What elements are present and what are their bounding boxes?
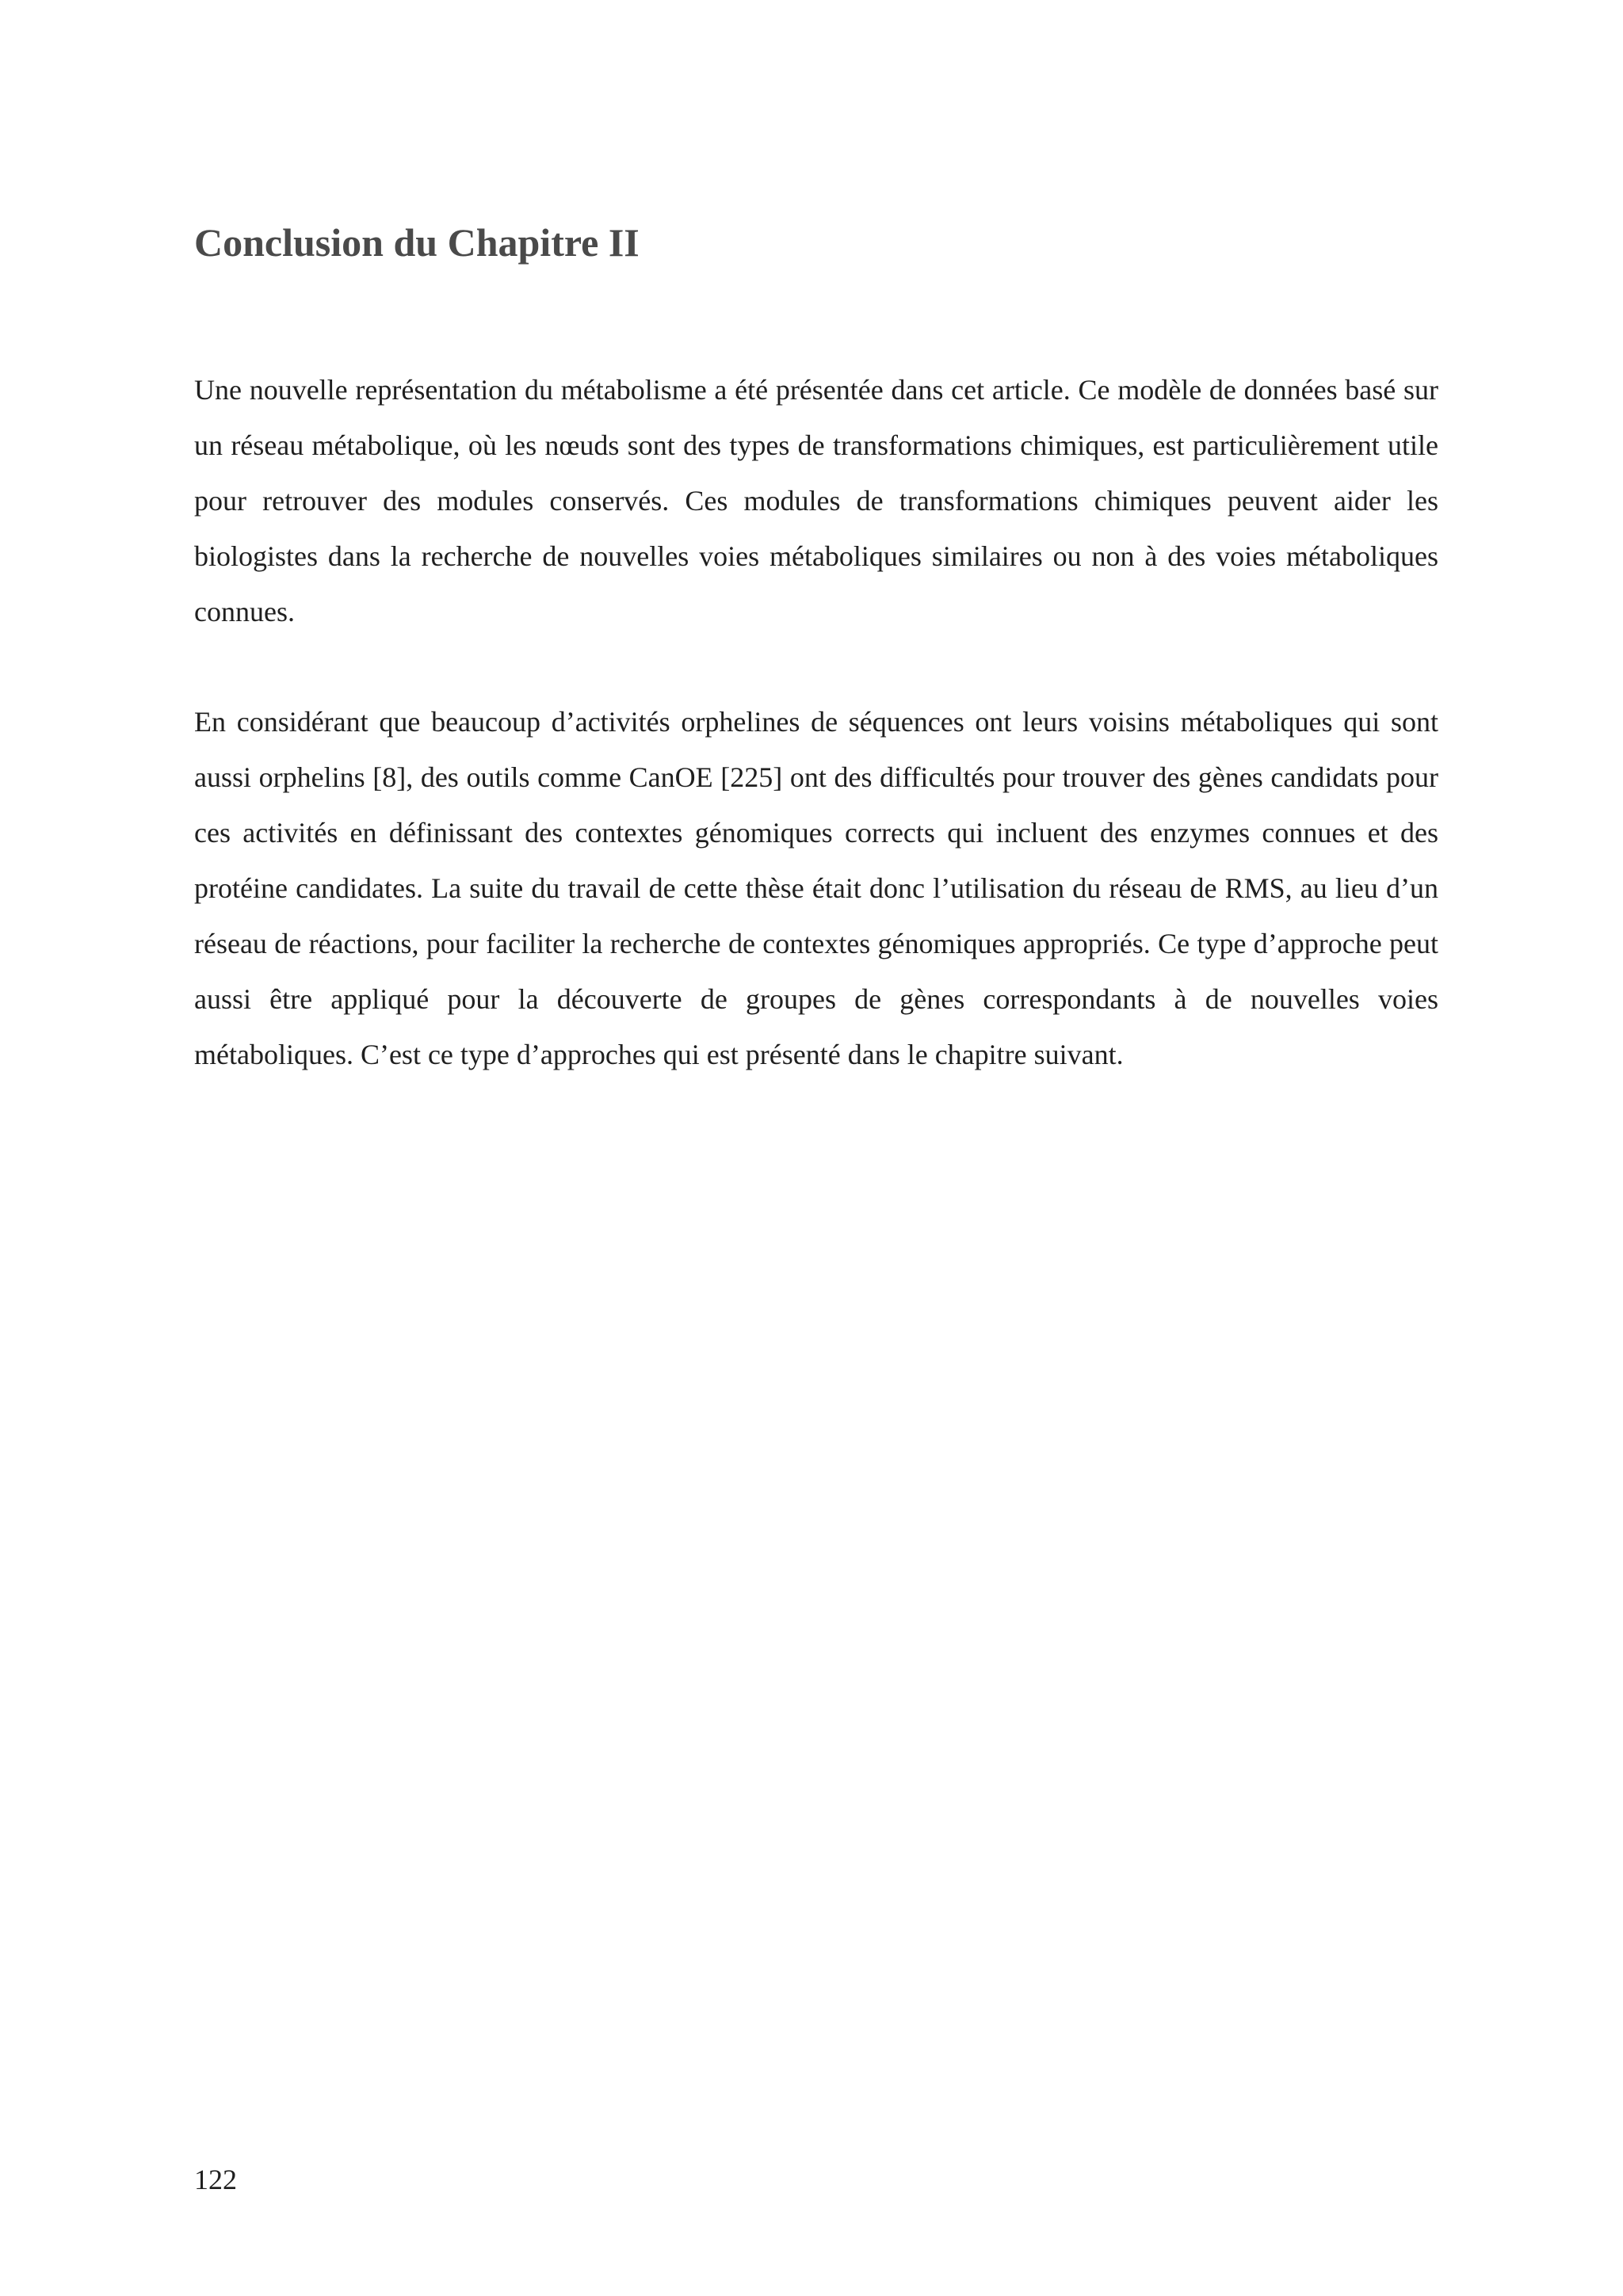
paragraph-2: En considérant que beaucoup d’activités orphelines de séquences ont leurs voisins métaboliques qui sont aussi orphelins [8], des outils comme CanOE [225] ont des difficultés pour trouver des gènes candidats pour ces activités en définissant des contextes génomiques corrects qui incluent des enzymes connues et des protéine candidates. La suite du travail de cette thèse était donc l’utilisation du réseau de RMS, au lieu d’un réseau de réactions, pour faciliter la recherche de contextes génomiques appropriés. Ce type d’approche peut aussi être appliqué pour la découverte de groupes de gènes correspondants à de nouvelles voies métaboliques. C’est ce type d’approches qui est présenté dans le chapitre suivant.	[194, 706, 1438, 1070]
page-number: 122	[194, 2164, 237, 2195]
paragraph-1: Une nouvelle représentation du métabolisme a été présentée dans cet article. Ce modèle de données basé sur un réseau métabolique, où les nœuds sont des types de transformations chimiques, est particulièrement utile pour retrouver des modules conservés. Ces modules de transformations chimiques peuvent aider les biologistes dans la recherche de nouvelles voies métaboliques similaires ou non à des voies métaboliques connues.	[194, 374, 1438, 627]
section-heading: Conclusion du Chapitre II	[194, 220, 640, 265]
